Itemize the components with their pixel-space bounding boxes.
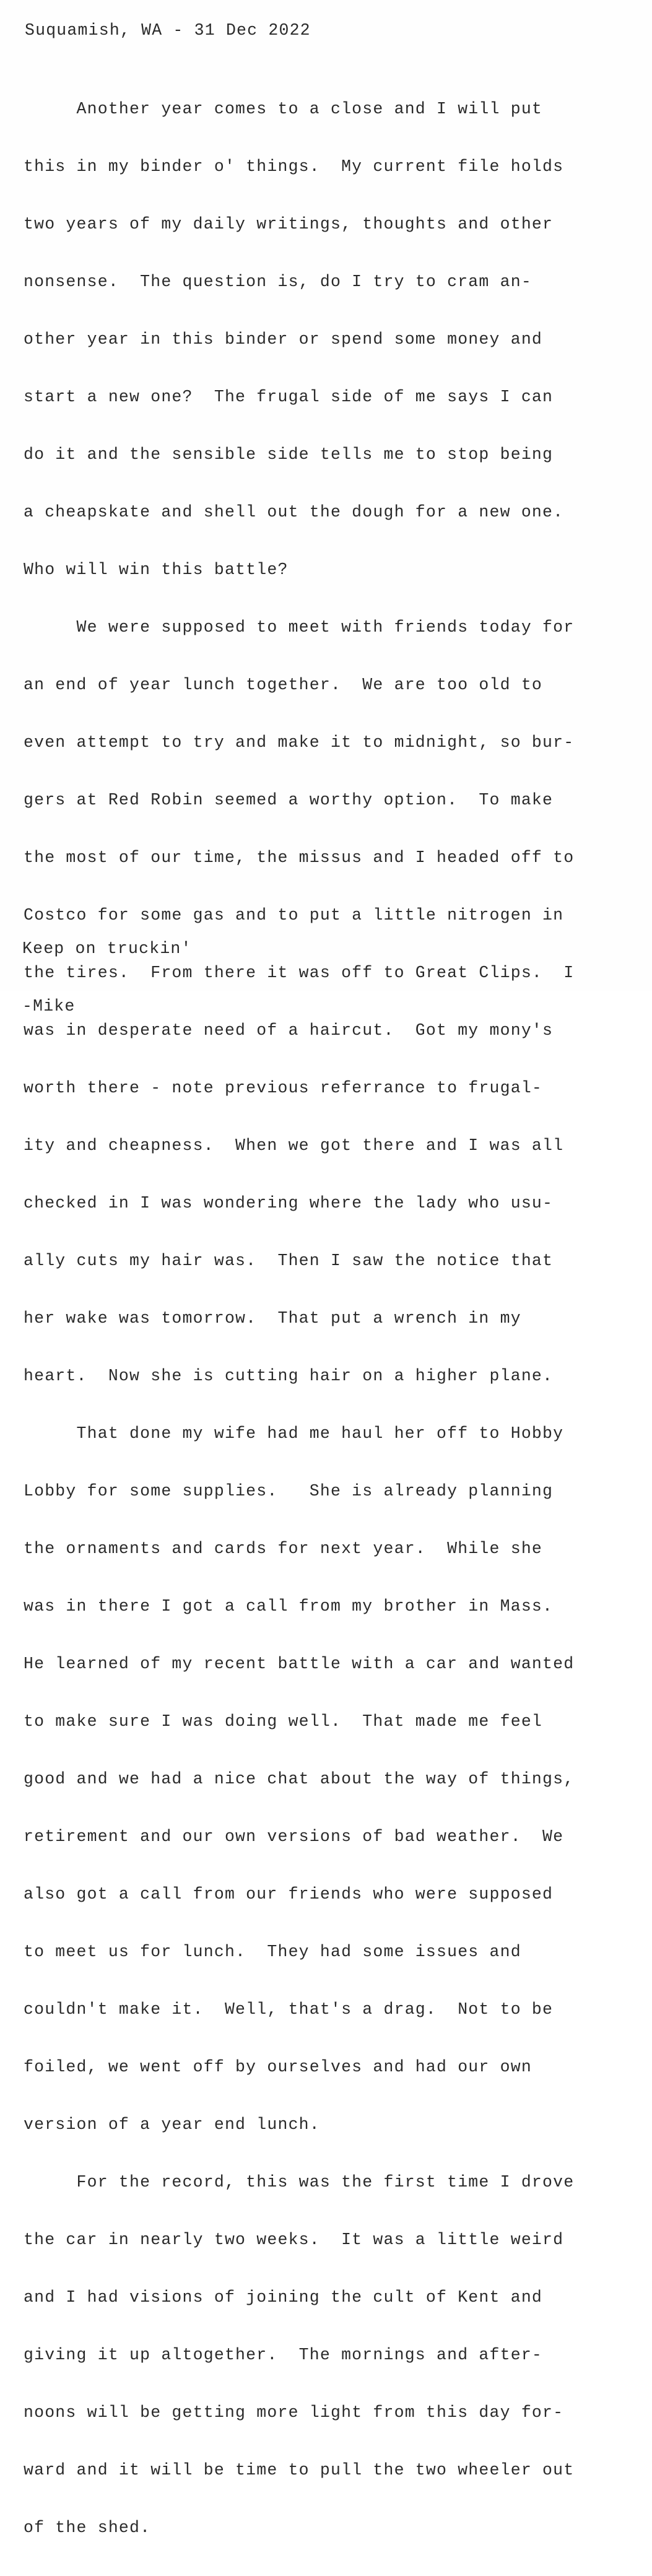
- letter-body: [24, 61, 574, 2576]
- body-line: start a new one? The frugal side of me says I can: [24, 388, 554, 406]
- body-line: and I had visions of joining the cult of Kent and: [24, 2288, 543, 2307]
- body-line: even attempt to try and make it to midnight, so bur-: [24, 733, 575, 752]
- closing-line: Keep on truckin': [22, 939, 192, 958]
- body-line: was in desperate need of a haircut. Got my mony's: [24, 1021, 554, 1040]
- body-line: a cheapskate and shell out the dough for a new one.: [24, 503, 564, 521]
- body-line: For the record, this was the first time I drove: [24, 2173, 575, 2191]
- signature-line: -Mike: [22, 997, 76, 1016]
- body-line: ward and it will be time to pull the two wheeler out: [24, 2461, 575, 2479]
- body-line: Lobby for some supplies. She is already planning: [24, 1482, 554, 1500]
- body-line: Another year comes to a close and I will put: [24, 100, 543, 118]
- body-line: Costco for some gas and to put a little nitrogen in: [24, 906, 564, 925]
- body-line: worth there - note previous referrance to frugal-: [24, 1079, 543, 1097]
- body-line: this in my binder o' things. My current file holds: [24, 157, 564, 176]
- body-line: good and we had a nice chat about the way of things,: [24, 1770, 575, 1788]
- body-line: couldn't make it. Well, that's a drag. Not to be: [24, 2000, 554, 2019]
- body-line: an end of year lunch together. We are too old to: [24, 676, 543, 694]
- body-line: also got a call from our friends who were supposed: [24, 1885, 554, 1904]
- body-line: giving it up altogether. The mornings and after-: [24, 2346, 543, 2364]
- body-line: gers at Red Robin seemed a worthy option. To make: [24, 791, 554, 809]
- body-line: checked in I was wondering where the lady who usu-: [24, 1194, 554, 1212]
- signoff: [22, 901, 192, 1055]
- body-line: her wake was tomorrow. That put a wrench in my: [24, 1309, 521, 1328]
- body-line: two years of my daily writings, thoughts and other: [24, 215, 554, 233]
- body-line: Who will win this battle?: [24, 560, 289, 579]
- body-line: foiled, we went off by ourselves and had our own: [24, 2058, 532, 2076]
- body-line: He learned of my recent battle with a car and wanted: [24, 1655, 575, 1673]
- body-line: the ornaments and cards for next year. While she: [24, 1539, 543, 1558]
- body-line: was in there I got a call from my brother in Mass.: [24, 1597, 554, 1616]
- body-line: retirement and our own versions of bad weather. We: [24, 1827, 564, 1846]
- body-line: ity and cheapness. When we got there and I was all: [24, 1136, 564, 1155]
- body-line: other year in this binder or spend some money and: [24, 330, 543, 349]
- body-line: That done my wife had me haul her off to Hobby: [24, 1424, 564, 1443]
- body-line: to meet us for lunch. They had some issues and: [24, 1943, 521, 1961]
- body-line: do it and the sensible side tells me to stop being: [24, 445, 554, 464]
- body-line: version of a year end lunch.: [24, 2115, 320, 2134]
- body-line: to make sure I was doing well. That made me feel: [24, 1712, 543, 1731]
- body-line: the car in nearly two weeks. It was a little weird: [24, 2230, 564, 2249]
- body-line: ally cuts my hair was. Then I saw the notice that: [24, 1251, 554, 1270]
- body-line: the tires. From there it was off to Great Clips. I: [24, 964, 575, 982]
- body-line: heart. Now she is cutting hair on a higher plane.: [24, 1367, 554, 1385]
- body-line: the most of our time, the missus and I headed off to: [24, 848, 575, 867]
- body-line: noons will be getting more light from this day for-: [24, 2403, 564, 2422]
- body-line: of the shed.: [24, 2518, 151, 2537]
- body-line: We were supposed to meet with friends today for: [24, 618, 575, 637]
- dateline: Suquamish, WA - 31 Dec 2022: [25, 21, 311, 40]
- body-line: nonsense. The question is, do I try to cram an-: [24, 272, 532, 291]
